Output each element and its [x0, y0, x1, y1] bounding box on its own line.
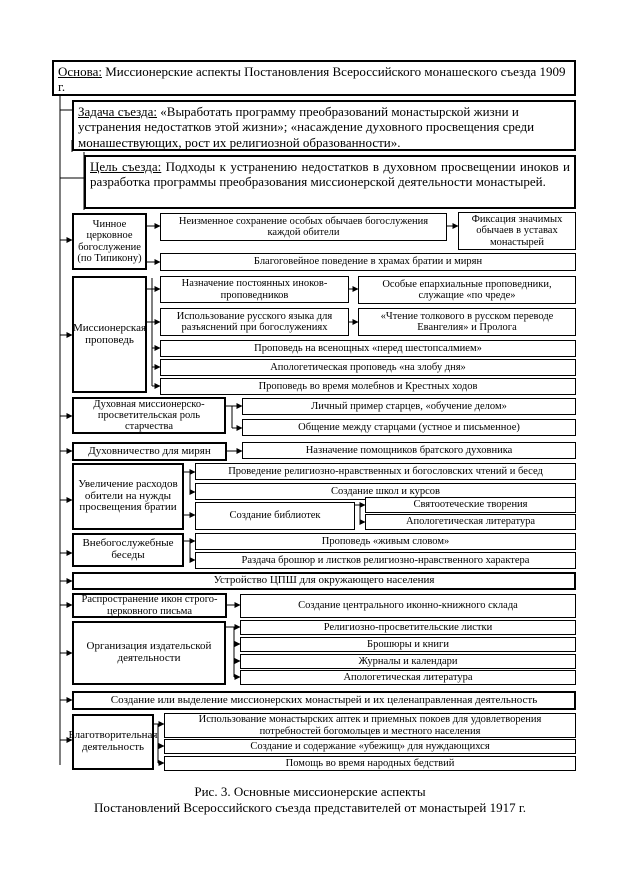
svyatootecheskie-box: Святоотеческие творения	[365, 497, 576, 513]
razdacha-box: Раздача брошюр и листков религиозно-нравственного характера	[195, 552, 576, 569]
bedstviya-box: Помощь во время народных бедствий	[164, 756, 576, 771]
apologeticheskaya-propoved-box: Апологетическая проповедь «на злобу дня»	[160, 359, 576, 376]
izdatelskaya-box: Организация издательской деятельности	[72, 621, 226, 685]
figure-caption-line2: Постановлений Всероссийского съезда представителей от монастырей 1917 г.	[94, 800, 526, 815]
starchestvo-box: Духовная миссионерско-просветительская роль старчества	[72, 397, 226, 434]
figure-caption-line1: Рис. 3. Основные миссионерские аспекты	[194, 784, 426, 799]
listki-box: Религиозно-просветительские листки	[240, 620, 576, 635]
vsenoshchnye-box: Проповедь на всенощных «перед шестопсалмием»	[160, 340, 576, 357]
cel-box	[84, 155, 576, 209]
missionerskaya-propoved-box: Миссионерская проповедь	[72, 276, 147, 393]
uvelichenie-raskhodov-box: Увеличение расходов обители на нужды просвещения братии	[72, 463, 184, 530]
osnova-label: Основа:	[58, 64, 102, 79]
zadacha-text: «Выработать программу преобразований монастырской жизни и устранения недостатков этой жизни»; «насаждение духовного просвещения среди монашествующих, рост их религиозной образованности».	[78, 104, 535, 150]
russkii-yazyk-box: Использование русского языка для разъяснений при богослужениях	[160, 308, 349, 336]
chteniya-box: Проведение религиозно-нравственных и богословских чтений и бесед	[195, 463, 576, 480]
molebny-box: Проповедь во время молебнов и Крестных ходов	[160, 378, 576, 395]
blagogoveinoe-box: Благоговейное поведение в храмах братии и мирян	[160, 253, 576, 271]
naznachenie-inokov-box: Назначение постоянных иноков-проповедников	[160, 276, 349, 303]
blagotvoritelnaya-box: Благотворительная деятельность	[72, 714, 154, 770]
zhurnaly-box: Журналы и календари	[240, 654, 576, 669]
chinnoe-bogosluzhenie-box: Чинное церковное богослужение (по Типикону)	[72, 213, 147, 270]
missionerskie-monastyri-box: Создание или выделение миссионерских монастырей и их целенаправленная деятельность	[72, 691, 576, 710]
dukhovnichestvo-box: Духовничество для мирян	[72, 442, 227, 461]
osobye-propovedniki-box: Особые епархиальные проповедники, служащие «по чреде»	[358, 276, 576, 304]
zadacha-box	[72, 100, 576, 151]
pomoshchniki-box: Назначение помощников братского духовника	[242, 442, 576, 459]
fiksaciya-box: Фиксация значимых обычаев в уставах монастырей	[458, 212, 576, 250]
cel-text: Подходы к устранению недостатков в духовном просвещении иноков и разработка программы преобразования миссионерской деятельности монастырей.	[90, 159, 570, 190]
neizmennoe-box: Неизменное сохранение особых обычаев богослужения каждой обители	[160, 213, 447, 241]
apolog-literatura-box: Апологетическая литература	[365, 514, 576, 530]
ubezhishcha-box: Создание и содержание «убежищ» для нуждающихся	[164, 739, 576, 754]
apolog-literatura2-box: Апологетическая литература	[240, 670, 576, 685]
osnova-text: Миссионерские аспекты Постановления Всероссийского монашеского съезда 1909 г.	[58, 64, 566, 95]
sklad-box: Создание центрального иконно-книжного склада	[240, 594, 576, 618]
zadacha-label: Задача съезда:	[78, 104, 158, 119]
apteki-box: Использование монастырских аптек и приемных покоев для удовлетворения потребностей богомольцев и местного населения	[164, 713, 576, 738]
chtenie-evangeliya-box: «Чтение толкового в русском переводе Евангелия» и Пролога	[358, 308, 576, 336]
cel-label: Цель съезда:	[90, 159, 162, 174]
shkoly-box: Создание школ и курсов	[195, 483, 576, 500]
biblioteki-box: Создание библиотек	[195, 502, 355, 530]
obshchenie-box: Общение между старцами (устное и письменное)	[242, 419, 576, 436]
vnebogosluzhebnye-box: Внебогослужебные беседы	[72, 533, 184, 567]
ikony-box: Распространение икон строго-церковного письма	[72, 593, 227, 618]
lichnyi-primer-box: Личный пример старцев, «обучение делом»	[242, 398, 576, 415]
cpsh-box: Устройство ЦПШ для окружающего населения	[72, 572, 576, 590]
osnova-box	[52, 60, 576, 96]
broshyury-box: Брошюры и книги	[240, 637, 576, 652]
zhivym-slovom-box: Проповедь «живым словом»	[195, 533, 576, 550]
